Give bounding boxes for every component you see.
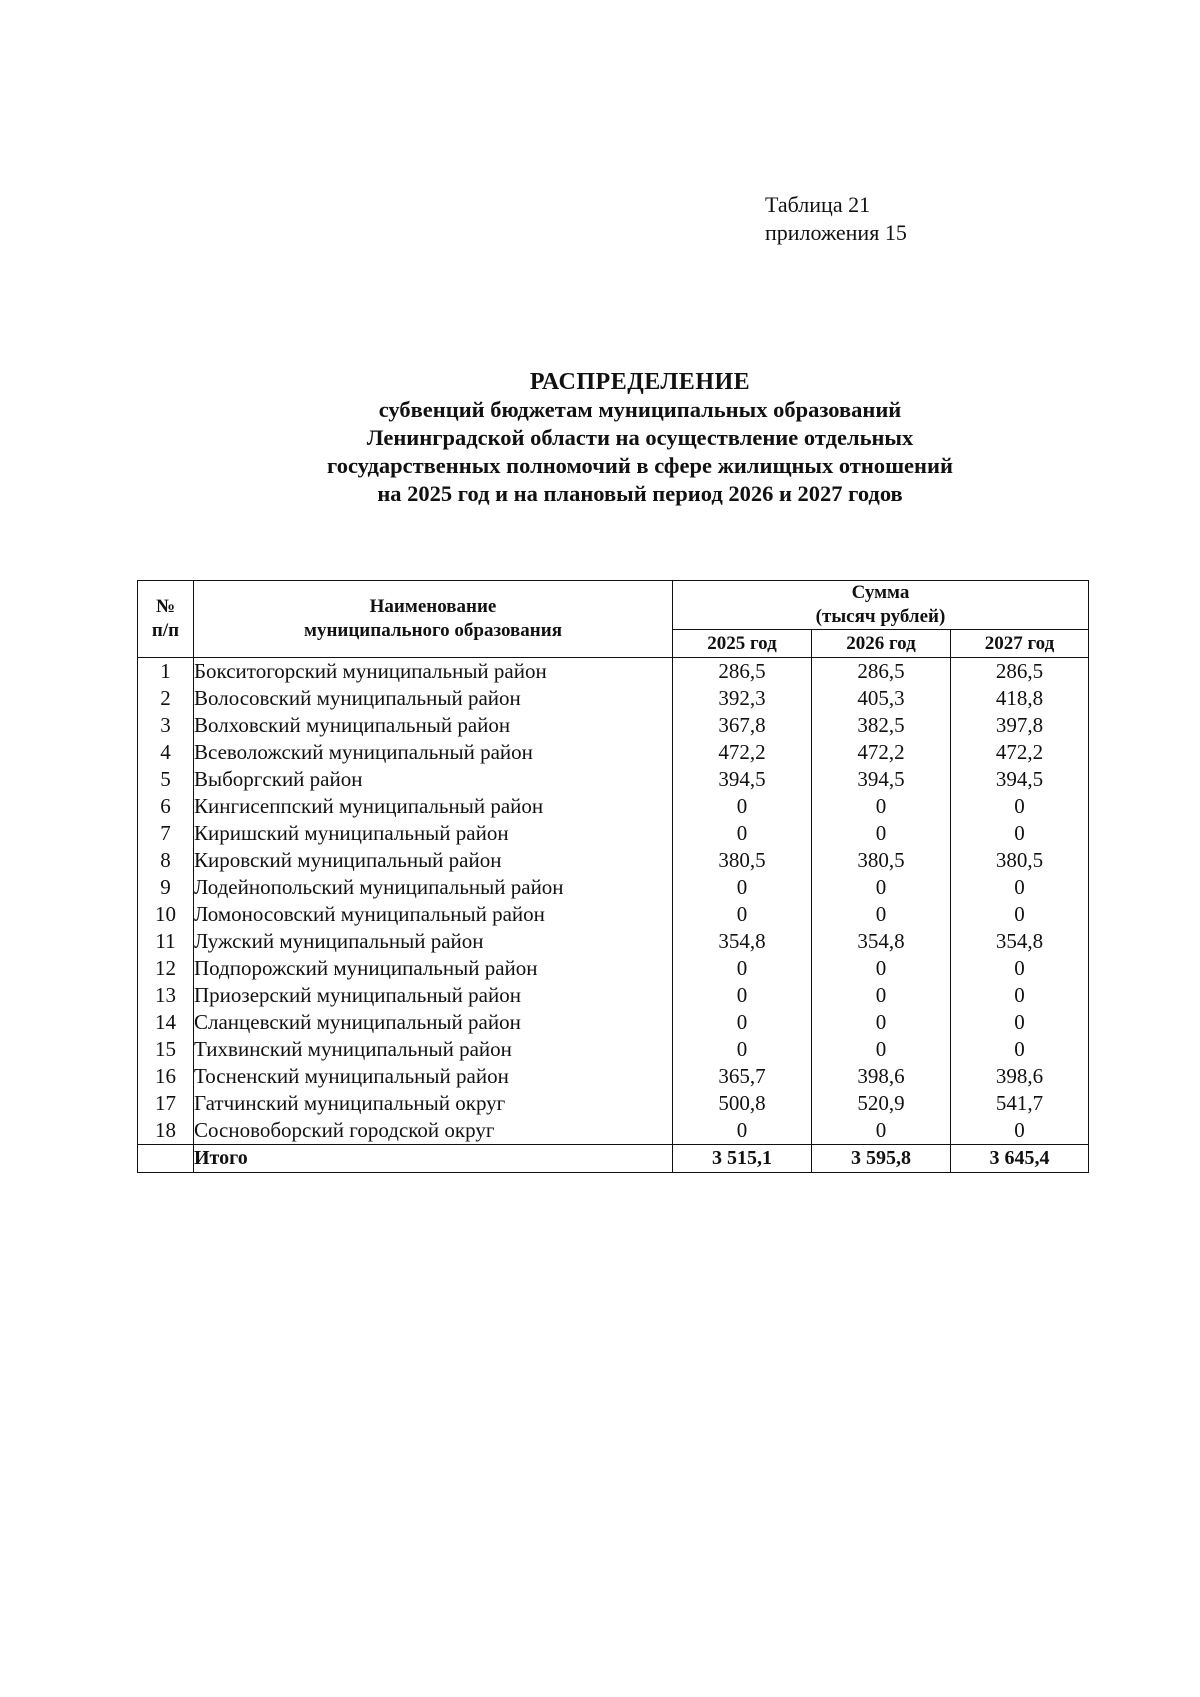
cell-total-empty (138, 1145, 194, 1173)
cell-total-2026: 3 595,8 (812, 1145, 951, 1173)
cell-municipality-name: Выборгский район (194, 766, 673, 793)
cell-value-2025: 0 (673, 820, 812, 847)
cell-value-2027: 0 (951, 820, 1089, 847)
cell-municipality-name: Тихвинский муниципальный район (194, 1036, 673, 1063)
cell-number: 16 (138, 1063, 194, 1090)
cell-value-2026: 0 (812, 793, 951, 820)
distribution-table (137, 580, 1089, 1173)
table-total-row (138, 1145, 1089, 1173)
cell-value-2027: 394,5 (951, 766, 1089, 793)
cell-value-2027: 286,5 (951, 658, 1089, 686)
cell-value-2025: 0 (673, 901, 812, 928)
cell-number: 17 (138, 1090, 194, 1117)
cell-value-2026: 0 (812, 982, 951, 1009)
column-header-name (194, 581, 673, 658)
table-row (138, 955, 1089, 982)
cell-municipality-name: Бокситогорский муниципальный район (194, 658, 673, 686)
cell-value-2027: 541,7 (951, 1090, 1089, 1117)
cell-value-2027: 0 (951, 1009, 1089, 1036)
cell-value-2025: 380,5 (673, 847, 812, 874)
cell-value-2025: 0 (673, 1009, 812, 1036)
cell-value-2025: 392,3 (673, 685, 812, 712)
cell-number: 14 (138, 1009, 194, 1036)
table-row (138, 658, 1089, 686)
cell-number: 1 (138, 658, 194, 686)
column-header-year-2027: 2027 год (951, 630, 1089, 658)
table-body (138, 658, 1089, 1173)
cell-municipality-name: Киришский муниципальный район (194, 820, 673, 847)
cell-value-2026: 354,8 (812, 928, 951, 955)
cell-value-2027: 397,8 (951, 712, 1089, 739)
cell-value-2027: 0 (951, 874, 1089, 901)
cell-municipality-name: Приозерский муниципальный район (194, 982, 673, 1009)
cell-number: 4 (138, 739, 194, 766)
title-line: субвенций бюджетам муниципальных образований (378, 397, 902, 422)
cell-value-2025: 500,8 (673, 1090, 812, 1117)
column-header-year-2026: 2026 год (812, 630, 951, 658)
cell-value-2027: 380,5 (951, 847, 1089, 874)
column-header-sum-line2: (тысяч рублей) (815, 606, 946, 627)
cell-municipality-name: Кировский муниципальный район (194, 847, 673, 874)
column-header-number-line2: п/п (151, 620, 180, 641)
cell-value-2025: 0 (673, 955, 812, 982)
cell-value-2026: 398,6 (812, 1063, 951, 1090)
cell-value-2027: 0 (951, 1036, 1089, 1063)
cell-number: 8 (138, 847, 194, 874)
column-header-number-line1: № (155, 596, 176, 617)
cell-value-2027: 0 (951, 982, 1089, 1009)
table-row (138, 901, 1089, 928)
cell-value-2027: 354,8 (951, 928, 1089, 955)
cell-municipality-name: Всеволожский муниципальный район (194, 739, 673, 766)
table-row (138, 982, 1089, 1009)
cell-value-2026: 380,5 (812, 847, 951, 874)
cell-number: 18 (138, 1117, 194, 1145)
cell-number: 9 (138, 874, 194, 901)
cell-value-2026: 0 (812, 901, 951, 928)
table-header (138, 581, 1089, 658)
cell-number: 11 (138, 928, 194, 955)
cell-value-2027: 472,2 (951, 739, 1089, 766)
column-header-year-2025: 2025 год (673, 630, 812, 658)
cell-value-2026: 520,9 (812, 1090, 951, 1117)
cell-value-2026: 0 (812, 874, 951, 901)
table-row (138, 847, 1089, 874)
cell-municipality-name: Гатчинский муниципальный округ (194, 1090, 673, 1117)
table-row (138, 685, 1089, 712)
cell-value-2026: 0 (812, 820, 951, 847)
cell-municipality-name: Сланцевский муниципальный район (194, 1009, 673, 1036)
table-row (138, 820, 1089, 847)
table-row (138, 712, 1089, 739)
cell-value-2025: 354,8 (673, 928, 812, 955)
cell-value-2026: 405,3 (812, 685, 951, 712)
cell-municipality-name: Ломоносовский муниципальный район (194, 901, 673, 928)
table-row (138, 793, 1089, 820)
cell-number: 7 (138, 820, 194, 847)
table-row (138, 928, 1089, 955)
cell-value-2027: 0 (951, 1117, 1089, 1145)
column-header-name-line1: Наименование (369, 596, 497, 617)
cell-total-label: Итого (194, 1145, 673, 1173)
cell-number: 12 (138, 955, 194, 982)
cell-municipality-name: Подпорожский муниципальный район (194, 955, 673, 982)
cell-municipality-name: Сосновоборский городской округ (194, 1117, 673, 1145)
column-header-name-line2: муниципального образования (304, 620, 562, 641)
table-row (138, 766, 1089, 793)
cell-value-2027: 418,8 (951, 685, 1089, 712)
cell-value-2025: 365,7 (673, 1063, 812, 1090)
cell-municipality-name: Лужский муниципальный район (194, 928, 673, 955)
cell-value-2026: 0 (812, 955, 951, 982)
table-row (138, 1090, 1089, 1117)
cell-value-2025: 0 (673, 1117, 812, 1145)
title-line: на 2025 год и на плановый период 2026 и 2027 годов (377, 481, 903, 506)
cell-value-2026: 0 (812, 1036, 951, 1063)
cell-value-2026: 472,2 (812, 739, 951, 766)
cell-number: 2 (138, 685, 194, 712)
title-main: РАСПРЕДЕЛЕНИЕ (529, 369, 751, 395)
column-header-number (138, 581, 194, 658)
table-row (138, 1063, 1089, 1090)
cell-municipality-name: Тосненский муниципальный район (194, 1063, 673, 1090)
cell-value-2025: 367,8 (673, 712, 812, 739)
cell-value-2025: 286,5 (673, 658, 812, 686)
cell-number: 15 (138, 1036, 194, 1063)
cell-value-2026: 286,5 (812, 658, 951, 686)
title-line: государственных полномочий в сфере жилищных отношений (327, 453, 953, 478)
table-row (138, 1036, 1089, 1063)
column-header-sum-line1: Сумма (851, 582, 910, 603)
cell-value-2025: 394,5 (673, 766, 812, 793)
cell-municipality-name: Волховский муниципальный район (194, 712, 673, 739)
table-reference-number: Таблица 21 (765, 192, 871, 217)
cell-municipality-name: Кингисеппский муниципальный район (194, 793, 673, 820)
cell-value-2026: 0 (812, 1117, 951, 1145)
cell-value-2025: 0 (673, 793, 812, 820)
cell-value-2026: 382,5 (812, 712, 951, 739)
cell-value-2027: 398,6 (951, 1063, 1089, 1090)
cell-number: 10 (138, 901, 194, 928)
cell-municipality-name: Лодейнопольский муниципальный район (194, 874, 673, 901)
table-reference (765, 191, 907, 247)
cell-total-2027: 3 645,4 (951, 1145, 1089, 1173)
cell-number: 6 (138, 793, 194, 820)
table-row (138, 874, 1089, 901)
table-row (138, 739, 1089, 766)
cell-number: 3 (138, 712, 194, 739)
cell-value-2025: 0 (673, 874, 812, 901)
cell-number: 13 (138, 982, 194, 1009)
title-line: Ленинградской области на осуществление отдельных (366, 425, 914, 450)
column-header-sum (673, 581, 1089, 630)
cell-value-2025: 0 (673, 982, 812, 1009)
cell-value-2026: 0 (812, 1009, 951, 1036)
table-reference-appendix: приложения 15 (765, 220, 907, 245)
table-row (138, 1009, 1089, 1036)
cell-total-2025: 3 515,1 (673, 1145, 812, 1173)
cell-value-2027: 0 (951, 793, 1089, 820)
cell-value-2027: 0 (951, 955, 1089, 982)
cell-value-2026: 394,5 (812, 766, 951, 793)
cell-municipality-name: Волосовский муниципальный район (194, 685, 673, 712)
cell-number: 5 (138, 766, 194, 793)
document-title (200, 368, 1080, 508)
table-row (138, 1117, 1089, 1145)
cell-value-2027: 0 (951, 901, 1089, 928)
cell-value-2025: 472,2 (673, 739, 812, 766)
cell-value-2025: 0 (673, 1036, 812, 1063)
